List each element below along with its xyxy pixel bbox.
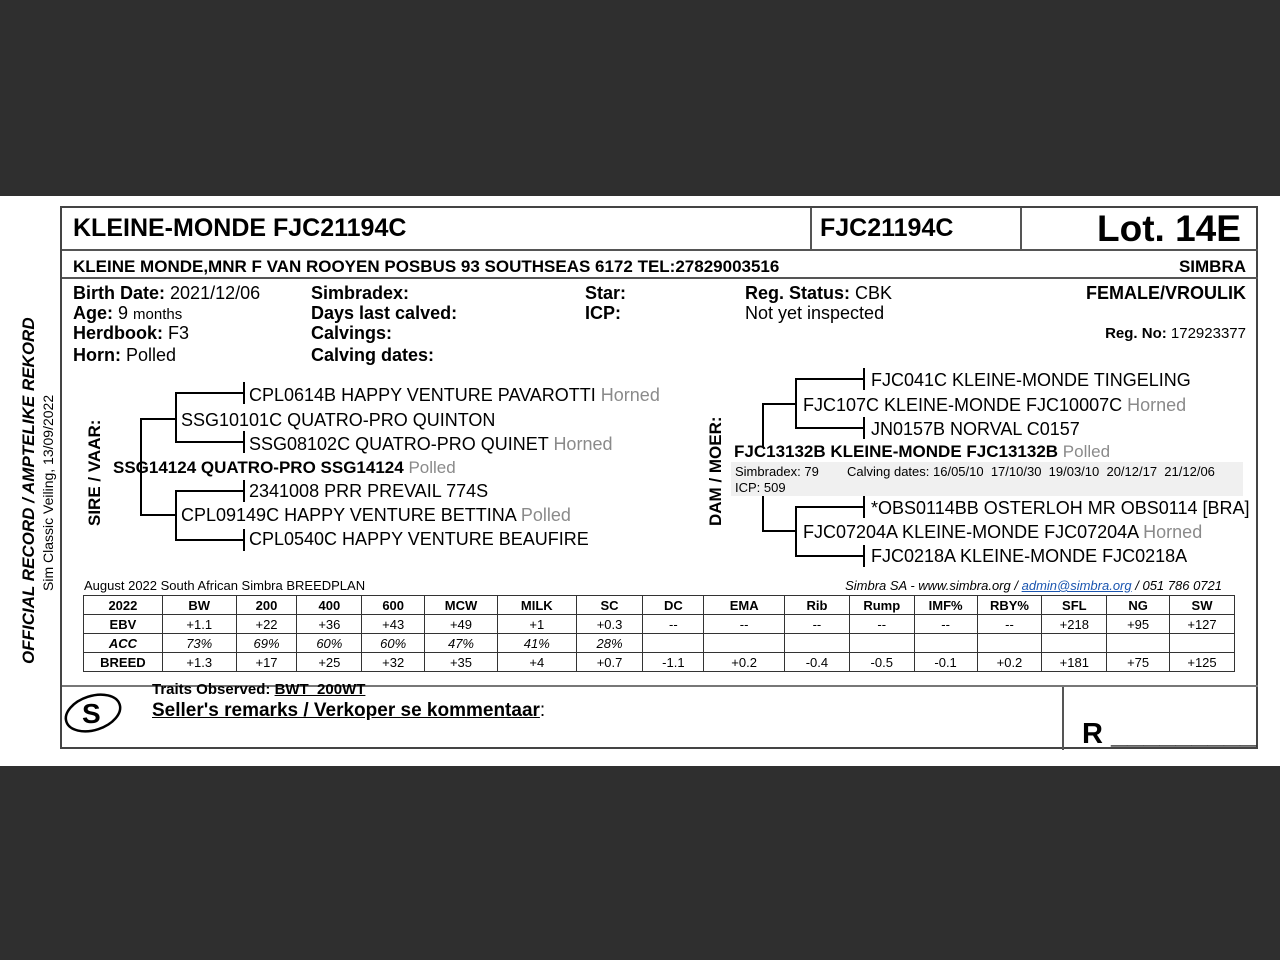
breedplan-row-breed-cell: -0.5	[849, 653, 914, 672]
sire-name: SSG14124 QUATRO-PRO SSG14124 Polled	[113, 458, 456, 477]
dam-sire: FJC107C KLEINE-MONDE FJC10007C Horned	[803, 395, 1187, 415]
dam-icp: ICP: 509	[735, 480, 786, 495]
breedplan-row-ebv-cell: --	[704, 615, 785, 634]
breedplan-header-row-cell: DC	[643, 596, 704, 615]
breedplan-header-row-cell: MCW	[425, 596, 498, 615]
breedplan-header-row	[84, 596, 1235, 615]
breedplan-row-acc-cell	[914, 634, 977, 653]
breedplan-row-ebv-cell: +95	[1107, 615, 1170, 634]
breedplan-header-row-cell: Rib	[785, 596, 850, 615]
breedplan-row-breed	[84, 653, 1235, 672]
svg-text:S: S	[82, 698, 101, 729]
breedplan-row-acc	[84, 634, 1235, 653]
breedplan-row-ebv-cell: +127	[1170, 615, 1235, 634]
reg-status: Reg. Status: CBK	[745, 283, 893, 303]
breedplan-row-breed-cell: -0.4	[785, 653, 850, 672]
dam-name: FJC13132B KLEINE-MONDE FJC13132B Polled	[734, 442, 1111, 461]
breedplan-header-row-cell: BW	[162, 596, 236, 615]
breedplan-header-row-cell: 400	[297, 596, 362, 615]
breedplan-header-row-cell: 600	[362, 596, 425, 615]
breedplan-row-breed-cell: +0.7	[576, 653, 643, 672]
breedplan-row-acc-cell: 41%	[497, 634, 576, 653]
calving-dates-label: Calving dates:	[311, 345, 435, 365]
breedplan-row-ebv-cell: --	[914, 615, 977, 634]
breedplan-row-ebv-cell: +49	[425, 615, 498, 634]
simbra-logo	[62, 687, 124, 745]
breedplan-header-row-cell: SFL	[1042, 596, 1107, 615]
breedplan-row-ebv-cell: +218	[1042, 615, 1107, 634]
breedplan-row-breed-cell: +35	[425, 653, 498, 672]
breedplan-row-acc-cell	[643, 634, 704, 653]
breedplan-header-row-cell: SC	[576, 596, 643, 615]
breedplan-row-breed-cell: +181	[1042, 653, 1107, 672]
days-last-calved-label: Days last calved:	[311, 303, 458, 323]
breedplan-header-row-cell: NG	[1107, 596, 1170, 615]
official-record-label: OFFICIAL RECORD / AMPTELIKE REKORD	[19, 317, 38, 664]
breedplan-row-breed-cell: +0.2	[977, 653, 1042, 672]
herdbook: Herdbook: F3	[73, 323, 190, 343]
reg-number: Reg. No: 172923377	[1105, 325, 1246, 342]
breedplan-row-acc-cell	[785, 634, 850, 653]
inspection-status: Not yet inspected	[745, 303, 885, 323]
horn: Horn: Polled	[73, 345, 177, 365]
lot-card	[0, 196, 1280, 766]
breedplan-row-acc-cell	[704, 634, 785, 653]
sire-sire: SSG10101C QUATRO-PRO QUINTON	[181, 410, 496, 430]
star-label: Star:	[585, 283, 627, 303]
breedplan-row-breed-cell: BREED	[84, 653, 163, 672]
age: Age: 9 months	[73, 303, 183, 323]
breedplan-row-acc-cell: 69%	[236, 634, 297, 653]
breedplan-row-breed-cell: +1.3	[162, 653, 236, 672]
breedplan-row-acc-cell	[1042, 634, 1107, 653]
breedplan-row-acc-cell: 73%	[162, 634, 236, 653]
breedplan-row-breed-cell: +32	[362, 653, 425, 672]
sale-label: Sim Classic Veiling, 13/09/2022	[40, 394, 56, 591]
simbradex-label: Simbradex:	[311, 283, 410, 303]
breedplan-row-ebv-cell: +1.1	[162, 615, 236, 634]
breedplan-title: August 2022 South African Simbra BREEDPLAN	[84, 578, 366, 593]
breedplan-row-ebv-cell: +43	[362, 615, 425, 634]
breedplan-row-acc-cell: 60%	[362, 634, 425, 653]
owner-line: KLEINE MONDE,MNR F VAN ROOYEN POSBUS 93 SOUTHSEAS 6172 TEL:27829003516	[73, 257, 780, 276]
birth-date: Birth Date: 2021/12/06	[73, 283, 261, 303]
dam-label: DAM / MOER:	[706, 416, 725, 526]
breedplan-header-row-cell: 200	[236, 596, 297, 615]
breedplan-row-acc-cell	[977, 634, 1042, 653]
breedplan-row-acc-cell	[1170, 634, 1235, 653]
seller-remarks-label: Seller's remarks / Verkoper se kommentaar:	[152, 700, 546, 721]
sire-dam-dam: CPL0540C HAPPY VENTURE BEAUFIRE	[249, 529, 589, 549]
sex-label: FEMALE/VROULIK	[1086, 283, 1246, 303]
breedplan-row-breed-cell: +75	[1107, 653, 1170, 672]
dam-dam-sire: *OBS0114BB OSTERLOH MR OBS0114 [BRA]	[871, 498, 1250, 518]
breedplan-row-acc-cell	[849, 634, 914, 653]
breedplan-row-breed-cell: -0.1	[914, 653, 977, 672]
icp-label: ICP:	[585, 303, 621, 323]
animal-name: KLEINE-MONDE FJC21194C	[73, 214, 407, 242]
r-price-field[interactable]: R _________	[1082, 718, 1257, 750]
breedplan-header-row-cell: 2022	[84, 596, 163, 615]
breedplan-row-acc-cell: 60%	[297, 634, 362, 653]
breedplan-row-ebv-cell: +1	[497, 615, 576, 634]
breedplan-row-ebv-cell: +22	[236, 615, 297, 634]
calvings-label: Calvings:	[311, 323, 393, 343]
breedplan-row-breed-cell: +4	[497, 653, 576, 672]
breedplan-row-acc-cell: ACC	[84, 634, 163, 653]
contact-email-link[interactable]: admin@simbra.org	[1021, 578, 1132, 593]
breedplan-header-row-cell: SW	[1170, 596, 1235, 615]
dam-calving-dates: Calving dates: 16/05/10 17/10/30 19/03/10 20/12/17 21/12/06	[847, 464, 1215, 479]
sire-label: SIRE / VAAR:	[85, 419, 104, 526]
breedplan-row-acc-cell: 28%	[576, 634, 643, 653]
breedplan-row-ebv-cell: --	[849, 615, 914, 634]
breed-label: SIMBRA	[1178, 257, 1246, 276]
breedplan-row-ebv-cell: --	[977, 615, 1042, 634]
breedplan-header-row-cell: Rump	[849, 596, 914, 615]
breedplan-header-row-cell: EMA	[704, 596, 785, 615]
breedplan-row-ebv-cell: --	[643, 615, 704, 634]
breedplan-row-ebv-cell: EBV	[84, 615, 163, 634]
dam-sire-dam: JN0157B NORVAL C0157	[871, 419, 1080, 439]
sire-dam-sire: 2341008 PRR PREVAIL 774S	[249, 481, 489, 501]
sire-dam: CPL09149C HAPPY VENTURE BETTINA Polled	[181, 505, 571, 525]
breedplan-row-breed-cell: +125	[1170, 653, 1235, 672]
animal-id: FJC21194C	[820, 214, 954, 242]
dam-sire-sire: FJC041C KLEINE-MONDE TINGELING	[871, 370, 1191, 390]
breedplan-row-ebv-cell: --	[785, 615, 850, 634]
breedplan-row-ebv	[84, 615, 1235, 634]
breedplan-row-breed-cell: -1.1	[643, 653, 704, 672]
sire-sire-dam: SSG08102C QUATRO-PRO QUINET Horned	[249, 434, 613, 454]
breedplan-row-acc-cell	[1107, 634, 1170, 653]
dam-dam-dam: FJC0218A KLEINE-MONDE FJC0218A	[871, 546, 1188, 566]
breedplan-row-ebv-cell: +36	[297, 615, 362, 634]
sire-sire-sire: CPL0614B HAPPY VENTURE PAVAROTTI Horned	[249, 385, 660, 405]
breedplan-row-ebv-cell: +0.3	[576, 615, 643, 634]
breedplan-table	[83, 595, 1235, 672]
breedplan-row-breed-cell: +25	[297, 653, 362, 672]
breedplan-row-breed-cell: +17	[236, 653, 297, 672]
breedplan-header-row-cell: MILK	[497, 596, 576, 615]
traits-observed: Traits Observed: BWT_200WT	[152, 681, 366, 698]
lot-number: Lot. 14E	[1097, 208, 1241, 249]
breedplan-header-row-cell: IMF%	[914, 596, 977, 615]
breedplan-row-breed-cell: +0.2	[704, 653, 785, 672]
dam-dam: FJC07204A KLEINE-MONDE FJC07204A Horned	[803, 522, 1203, 542]
breedplan-contact: Simbra SA - www.simbra.org / admin@simbra.org / 051 786 0721	[845, 578, 1222, 593]
breedplan-row-acc-cell: 47%	[425, 634, 498, 653]
dam-simbradex: Simbradex: 79	[735, 464, 819, 479]
breedplan-header-row-cell: RBY%	[977, 596, 1042, 615]
